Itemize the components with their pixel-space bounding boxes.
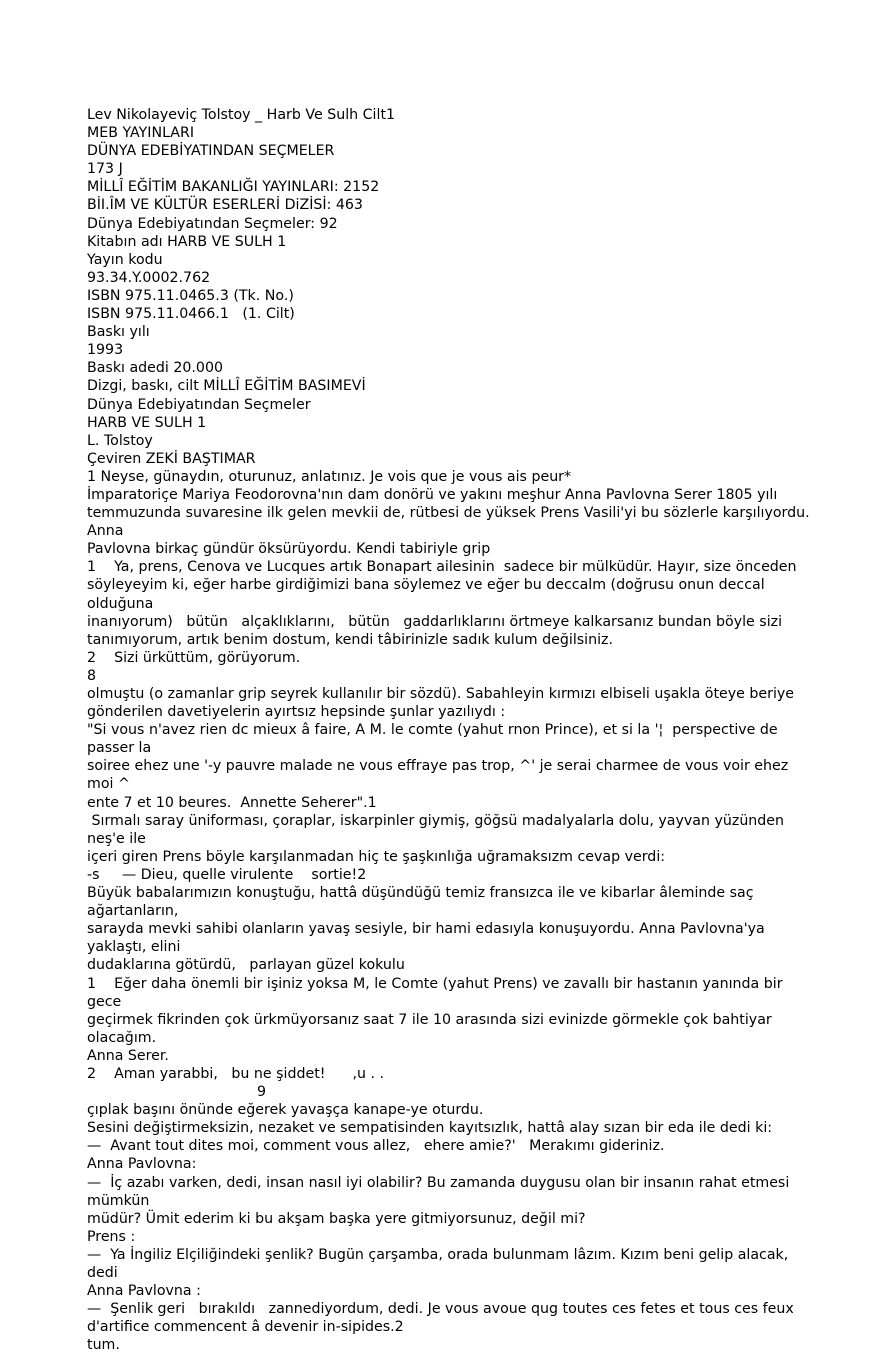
text-line: ente 7 et 10 beures. Annette Seherer".1: [87, 794, 377, 811]
text-line: 1 Eğer daha önemli bir işiniz yoksa M, le Comte (yahut Prens) ve zavallı bir hastanın yanında bir gece: [87, 975, 788, 1010]
text-line: — Şenlik geri bırakıldı zannediyordum, dedi. Je vous avoue qug toutes ces fetes et tous ces feux: [87, 1301, 794, 1318]
text-line: İmparatoriçe Mariya Feodorovna'nın dam donörü ve yakını meşhur Anna Pavlovna Serer 1805 yılı: [87, 486, 778, 503]
text-line: temmuzunda suvaresine ilk gelen mevkii de, rütbesi de yüksek Prens Vasili'yi bu sözlerle karşılıyordu. Anna: [87, 505, 815, 540]
text-line: Sırmalı saray üniforması, çoraplar, iskarpinler giymiş, göğsü madalyalarla dolu, yayvan yüzünden neş'e ile: [87, 812, 789, 847]
text-line: soiree ehez une '-y pauvre malade ne vous effraye pas trop, ^' je serai charmee de vous voir ehez moi ^: [87, 758, 793, 793]
text-line: Lev Nikolayeviç Tolstoy _ Harb Ve Sulh Cilt1: [87, 107, 396, 123]
text-line: tanımıyorum, artık benim dostum, kendi tâbirinizle sadık kulum değilsiniz.: [87, 631, 613, 648]
text-line: — Ya İngiliz Elçiliğindeki şenlik? Bugün çarşamba, orada bulunmam lâzım. Kızım beni gelip alacak, dedi: [87, 1246, 793, 1281]
text-line: Anna Pavlovna:: [87, 1156, 197, 1173]
text-line: çıplak başını önünde eğerek yavaşça kanape-ye oturdu.: [87, 1102, 484, 1119]
text-line: Dizgi, baskı, cilt MİLLÎ EĞİTİM BASIMEVİ: [87, 378, 366, 395]
text-line: geçirmek fikrinden çok ürkmüyorsanız saat 7 ile 10 arasında sizi evinizde görmekle çok bahtiyar olacağım.: [87, 1011, 777, 1046]
text-line: Yayın kodu: [87, 251, 163, 268]
text-line: L. Tolstoy: [87, 432, 153, 449]
text-line: Baskı adedi 20.000: [87, 360, 224, 377]
text-line: Pavlovna birkaç gündür öksürüyordu. Kendi tabiriyle grip: [87, 541, 491, 558]
text-line: 93.34.Y.0002.762: [87, 269, 211, 286]
text-line: Dünya Edebiyatından Seçmeler: [87, 396, 311, 413]
text-line: Anna Pavlovna :: [87, 1283, 201, 1300]
text-line: Baskı yılı: [87, 324, 150, 341]
text-line: BİI.ÎM VE KÜLTÜR ESERLERİ DiZİSİ: 463: [87, 197, 363, 214]
text-line: 2 Sizi ürküttüm, görüyorum.: [87, 649, 301, 666]
text-line: Kitabın adı HARB VE SULH 1: [87, 233, 287, 250]
text-line: "Si vous n'avez rien dc mieux â faire, A M. le comte (yahut rnon Prince), et si la '¦ perspective de passer la: [87, 722, 783, 757]
text-line: söyleyeyim ki, eğer harbe girdiğimizi bana söylemez ve eğer bu deccalm (doğrusu onun deccal olduğuna: [87, 577, 770, 612]
text-line: ISBN 975.11.0465.3 (Tk. No.): [87, 287, 294, 304]
text-line: Dünya Edebiyatından Seçmeler: 92: [87, 215, 338, 232]
text-line: içeri giren Prens böyle karşılanmadan hiç te şaşkınlığa uğramaksızm cevap verdi:: [87, 848, 666, 865]
text-line: gönderilen davetiyelerin ayırtsız hepsinde şunlar yazılıydı :: [87, 704, 506, 721]
text-line: sarayda mevki sahibi olanların yavaş sesiyle, bir hami edasıyla konuşuyordu. Anna Pavlovna'ya yaklaştı, elini: [87, 921, 770, 956]
text-line: 9: [257, 1084, 267, 1101]
text-line: 8: [87, 667, 97, 684]
text-line: — İç azabı varken, dedi, insan nasıl iyi olabilir? Bu zamanda duygusu olan bir insanın rahat etmesi mümkün: [87, 1174, 794, 1209]
text-line: 1993: [87, 342, 124, 359]
text-line: 1 Ya, prens, Cenova ve Lucques artık Bonapart ailesinin sadece bir mülküdür. Hayır, size önceden: [87, 559, 797, 576]
text-line: Anna Serer.: [87, 1047, 169, 1064]
document-page: [87, 106, 817, 1354]
text-line: Prens :: [87, 1228, 136, 1245]
text-line: inanıyorum) bütün alçaklıklarını, bütün gaddarlıklarını örtmeye kalkarsanız bundan böyle sizi: [87, 613, 783, 630]
text-line: Sesini değiştirmeksizin, nezaket ve sempatisinden kayıtsızlık, hattâ alay sızan bir eda ile dedi ki:: [87, 1120, 773, 1137]
text-line: HARB VE SULH 1: [87, 414, 207, 431]
text-line: 1 Neyse, günaydın, oturunuz, anlatınız. Je vois que je vous ais peur*: [87, 468, 572, 485]
text-line: MİLLÎ EĞİTİM BAKANLIĞI YAYINLARI: 2152: [87, 179, 380, 196]
text-line: Çeviren ZEKİ BAŞTIMAR: [87, 450, 256, 467]
text-line: tum.: [87, 1337, 120, 1354]
text-line: müdür? Ümit ederim ki bu akşam başka yere gitmiyorsunuz, değil mi?: [87, 1210, 586, 1227]
text-line: dudaklarına götürdü, parlayan güzel kokulu: [87, 957, 405, 974]
text-line: -s — Dieu, quelle virulente sortie!2: [87, 866, 367, 883]
text-line: ISBN 975.11.0466.1 (1. Cilt): [87, 306, 295, 323]
text-line: — Avant tout dites moi, comment vous allez, ehere amie?' Merakımı gideriniz.: [87, 1138, 665, 1155]
text-line: DÜNYA EDEBİYATINDAN SEÇMELER: [87, 143, 335, 160]
text-line: Büyük babalarımızın konuştuğu, hattâ düşündüğü temiz fransızca ile ve kibarlar âleminde saç ağartanların,: [87, 885, 759, 920]
text-line: 173 J: [87, 161, 123, 178]
text-line: olmuştu (o zamanlar grip seyrek kullanılır bir sözdü). Sabahleyin kırmızı elbiseli uşakla öteye beriye: [87, 686, 795, 702]
text-line: 2 Aman yarabbi, bu ne şiddet! ,u . .: [87, 1065, 385, 1082]
text-line: MEB YAYINLARI: [87, 125, 195, 142]
text-line: d'artifice commencent â devenir in-sipides.2: [87, 1319, 404, 1336]
